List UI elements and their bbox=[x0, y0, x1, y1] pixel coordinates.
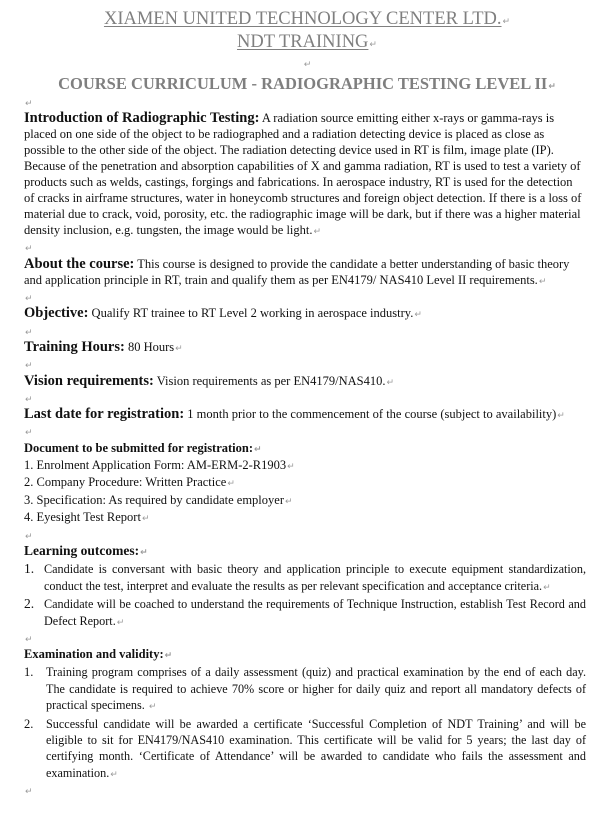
department-name: NDT TRAINING bbox=[237, 32, 369, 52]
list-number: 1. bbox=[24, 561, 35, 577]
company-name: XIAMEN UNITED TECHNOLOGY CENTER LTD. bbox=[103, 9, 502, 29]
last-date-label: Last date for registration: bbox=[24, 406, 185, 423]
paragraph-mark-icon: ↵ bbox=[25, 634, 33, 645]
list-item-text: 4. Eyesight Test Report bbox=[24, 510, 141, 525]
vision-label: Vision requirements: bbox=[24, 372, 154, 389]
blank-line bbox=[24, 391, 586, 407]
list-item bbox=[24, 664, 586, 715]
paragraph-mark-icon: ↵ bbox=[140, 548, 148, 559]
paragraph-mark-icon: ↵ bbox=[25, 531, 33, 542]
company-title bbox=[0, 8, 614, 33]
paragraph-mark-icon: ↵ bbox=[538, 276, 547, 287]
paragraph-mark-icon: ↵ bbox=[25, 361, 33, 372]
about-text: This course is designed to provide the candidate a better understanding of basic theory and application principle in RT, train and qualify them as per EN4179/ NAS410 Level II requirements. bbox=[24, 256, 570, 287]
paragraph-mark-icon: ↵ bbox=[287, 461, 295, 472]
list-item bbox=[24, 561, 586, 596]
paragraph-mark-icon: ↵ bbox=[25, 293, 33, 304]
about-section bbox=[24, 256, 586, 290]
last-date-text: 1 month prior to the commencement of the course (subject to availability) bbox=[184, 407, 557, 422]
paragraph-mark-icon: ↵ bbox=[25, 787, 33, 798]
list-item bbox=[24, 596, 586, 631]
paragraph-mark-icon: ↵ bbox=[227, 479, 235, 490]
training-hours-label: Training Hours: bbox=[24, 339, 125, 356]
paragraph-mark-icon: ↵ bbox=[414, 310, 422, 321]
blank-line bbox=[24, 324, 586, 340]
paragraph-mark-icon: ↵ bbox=[25, 428, 33, 439]
vision-section bbox=[24, 373, 586, 391]
objective-section bbox=[24, 305, 586, 323]
document-body bbox=[24, 95, 586, 799]
list-number: 2. bbox=[24, 716, 34, 731]
list-item-text: Training program comprises of a daily assessment (quiz) and practical examination by the end of each day. The candidate is required to achieve 70% score or higher for daily quiz and report all mandatory defects of practical specimens. bbox=[46, 665, 586, 713]
blank-line bbox=[24, 783, 586, 799]
list-item bbox=[24, 475, 586, 493]
paragraph-mark-icon: ↵ bbox=[25, 327, 33, 338]
list-item-text: 1. Enrolment Application Form: AM-ERM-2-R1903 bbox=[24, 457, 287, 472]
blank-line bbox=[24, 95, 586, 111]
paragraph-mark-icon: ↵ bbox=[254, 444, 262, 455]
paragraph-mark-icon: ↵ bbox=[164, 651, 173, 662]
paragraph-mark-icon: ↵ bbox=[502, 17, 511, 27]
paragraph-mark-icon: ↵ bbox=[313, 227, 322, 238]
paragraph-mark-icon: ↵ bbox=[141, 514, 150, 525]
learning-outcomes-heading bbox=[24, 543, 586, 561]
objective-text: Qualify RT trainee to RT Level 2 working in aerospace industry. bbox=[88, 306, 414, 321]
paragraph-mark-icon: ↵ bbox=[110, 769, 118, 780]
list-number: 2. bbox=[24, 596, 35, 612]
paragraph-mark-icon: ↵ bbox=[369, 40, 377, 50]
paragraph-mark-icon: ↵ bbox=[557, 411, 565, 422]
examination-heading bbox=[24, 646, 586, 664]
paragraph-mark-icon: ↵ bbox=[25, 244, 33, 255]
last-date-section bbox=[24, 406, 586, 424]
list-item bbox=[24, 510, 586, 528]
paragraph-mark-icon: ↵ bbox=[543, 582, 551, 593]
paragraph-mark-icon: ↵ bbox=[303, 60, 312, 70]
paragraph-mark-icon: ↵ bbox=[116, 617, 125, 628]
documents-list bbox=[24, 458, 586, 528]
list-item bbox=[24, 716, 586, 784]
intro-section bbox=[24, 110, 586, 241]
intro-label: Introduction of Radiographic Testing: bbox=[24, 109, 260, 126]
paragraph-mark-icon: ↵ bbox=[25, 394, 33, 405]
paragraph-mark-icon: ↵ bbox=[285, 496, 293, 507]
list-item-text: Successful candidate will be awarded a certificate ‘Successful Completion of NDT Training’ and will be eligible to sit for EN4179/NAS410 examination. This certificate will be valid for 5 years; the last day of certifying month. ‘Certificate of Attendance’ will be awarded to candidate who fails the assessment and examination. bbox=[46, 716, 586, 780]
paragraph-mark-icon: ↵ bbox=[386, 377, 395, 388]
blank-line bbox=[24, 290, 586, 306]
blank-line bbox=[0, 56, 614, 72]
blank-line bbox=[24, 424, 586, 440]
list-item-text: Candidate is conversant with basic theory and application principle to execute equipment standardization, conduct the test, interpret and evaluate the results as per relevant specification and acceptance criteria. bbox=[44, 562, 586, 593]
curriculum-title-text: COURSE CURRICULUM - RADIOGRAPHIC TESTING LEVEL II bbox=[58, 74, 548, 93]
department-title bbox=[0, 31, 614, 56]
vision-text: Vision requirements as per EN4179/NAS410. bbox=[153, 373, 386, 388]
training-hours-text: 80 Hours bbox=[124, 340, 175, 355]
paragraph-mark-icon: ↵ bbox=[175, 344, 183, 355]
paragraph-mark-icon: ↵ bbox=[25, 99, 33, 109]
learning-outcomes-list bbox=[24, 561, 586, 631]
objective-label: Objective: bbox=[24, 305, 89, 322]
documents-heading bbox=[24, 440, 586, 458]
blank-line bbox=[24, 240, 586, 256]
paragraph-mark-icon: ↵ bbox=[548, 82, 556, 92]
blank-line bbox=[24, 357, 586, 373]
list-number: 1. bbox=[24, 665, 34, 680]
list-item-text: 2. Company Procedure: Written Practice bbox=[24, 475, 227, 490]
documents-heading-text: Document to be submitted for registration: bbox=[24, 440, 254, 455]
list-item-text: Candidate will be coached to understand the requirements of Technique Instruction, establish Test Record and Defect Report. bbox=[44, 597, 586, 628]
blank-line bbox=[24, 631, 586, 647]
intro-text: A radiation source emitting either x-rays or gamma-rays is placed on one side of the object to be radiographed and a radiation detecting device is placed as close as possible to the other side of the object. The radiation detecting device used in RT is film, image plate (IP). Because of the penetration and absorption capabilities of X and gamma radiation, RT is used to test a variety of products such as welds, castings, forgings and fabrications. In aerospace industry, RT is used for the detection of cracks in airframe structures, water in honeycomb structures and foreign object detection. If there is a loss of material due to crack, void, porosity, etc. the radiographic image will be dark, but if there was a higher material density inclusion, e.g. tungsten, the image would be light. bbox=[24, 110, 582, 238]
blank-line bbox=[24, 528, 586, 544]
list-item bbox=[24, 493, 586, 511]
list-item bbox=[24, 458, 586, 476]
examination-heading-text: Examination and validity: bbox=[24, 647, 164, 662]
examination-list bbox=[24, 664, 586, 783]
training-hours-section bbox=[24, 339, 586, 357]
about-label: About the course: bbox=[24, 255, 135, 272]
learning-outcomes-heading-text: Learning outcomes: bbox=[24, 543, 140, 559]
list-item-text: 3. Specification: As required by candidate employer bbox=[24, 492, 284, 507]
paragraph-mark-icon: ↵ bbox=[148, 702, 157, 713]
